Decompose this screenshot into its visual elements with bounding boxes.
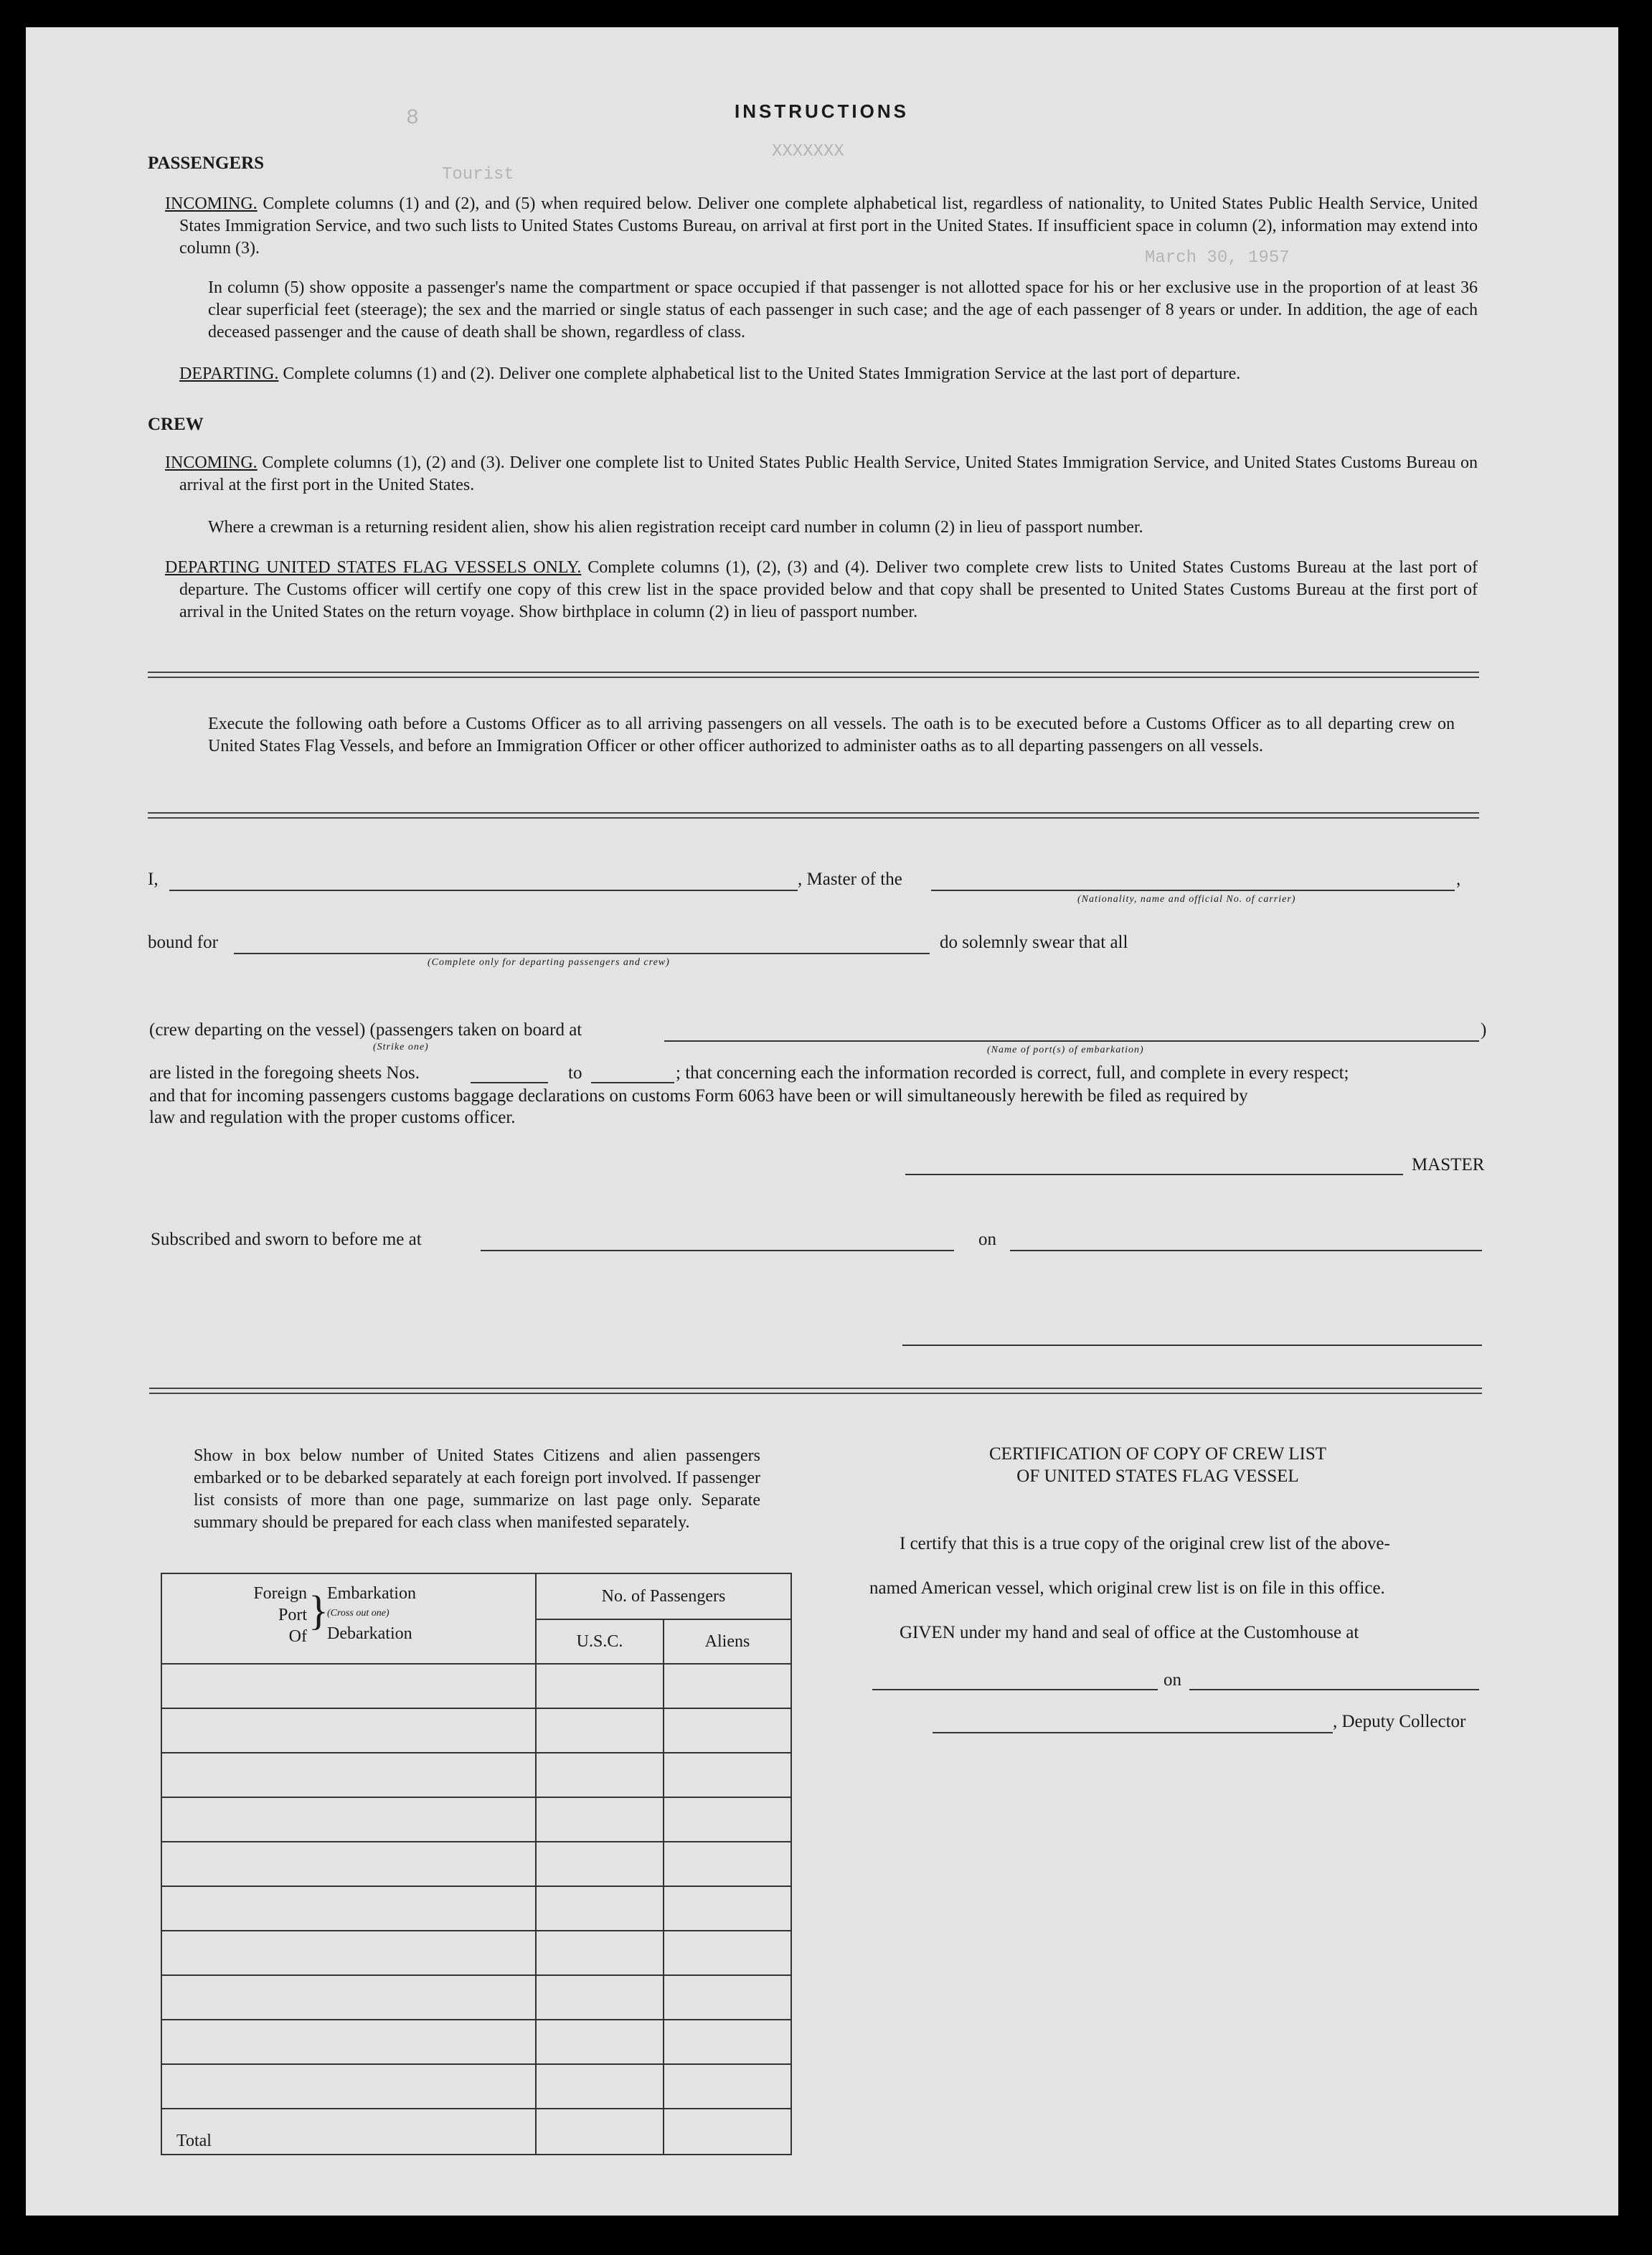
oath-listed-prefix: are listed in the foregoing sheets Nos.: [149, 1063, 420, 1083]
master-name-field[interactable]: [169, 890, 798, 891]
bleed-through-number: 8: [406, 106, 420, 131]
certify-line2: named American vessel, which original crew list is on file in this office.: [869, 1578, 1385, 1598]
oath-master-of-label: , Master of the: [798, 870, 902, 889]
section-divider: [148, 812, 1479, 819]
oath-listed-line2: and that for incoming passengers customs baggage declarations on customs Form 6063 have been or will simultaneously herewith be filed as required by: [149, 1086, 1248, 1106]
aliens-cell[interactable]: [664, 1753, 791, 1797]
total-label: Total: [161, 2109, 536, 2155]
port-cell[interactable]: [161, 2064, 536, 2109]
page-title: INSTRUCTIONS: [735, 100, 909, 122]
passengers-incoming-label: INCOMING.: [165, 194, 258, 213]
oath-crew-departing-label: (crew departing on the vessel) (passengers taken on board at: [149, 1020, 582, 1040]
certification-date-field[interactable]: [1189, 1689, 1479, 1690]
usc-cell[interactable]: [536, 1842, 664, 1886]
aliens-total-cell[interactable]: [664, 2109, 791, 2155]
crew-crewman-paragraph: Where a crewman is a returning resident alien, show his alien registration receipt card number in column (2) in lieu of passport number.: [208, 518, 1143, 537]
oath-close-paren: ): [1481, 1020, 1487, 1040]
oath-i-label: I,: [148, 870, 159, 889]
cross-out-note: (Cross out one): [327, 1608, 390, 1619]
passengers-heading: PASSENGERS: [148, 154, 265, 173]
usc-cell[interactable]: [536, 1886, 664, 1931]
embarkation-label: Embarkation: [327, 1584, 416, 1603]
crew-departing-label: DEPARTING UNITED STATES FLAG VESSELS ONLY.: [165, 558, 582, 577]
port-header-cell: [161, 1573, 536, 1664]
port-cell[interactable]: [161, 1708, 536, 1753]
crew-incoming-paragraph: [165, 452, 1478, 496]
bleed-through-date: March 30, 1957: [1145, 248, 1290, 268]
passenger-summary-table: [161, 1573, 792, 2155]
aliens-cell[interactable]: [664, 1975, 791, 2020]
passengers-incoming-paragraph: [165, 193, 1478, 260]
carrier-field[interactable]: [931, 890, 1455, 891]
oath-listed-rest: ; that concerning each the information recorded is correct, full, and complete in every respect;: [676, 1063, 1349, 1083]
oath-listed-line3: law and regulation with the proper customs officer.: [149, 1108, 516, 1127]
aliens-header: Aliens: [664, 1619, 791, 1664]
aliens-cell[interactable]: [664, 1886, 791, 1931]
crew-departing-paragraph: [165, 557, 1478, 623]
oath-bound-for-label: bound for: [148, 933, 218, 952]
destination-field[interactable]: [234, 953, 930, 954]
usc-cell[interactable]: [536, 1975, 664, 2020]
passengers-departing-text: Complete columns (1) and (2). Deliver one complete alphabetical list to the United States Immigration Service at the last port of departure.: [283, 364, 1241, 383]
of-label: Of: [288, 1627, 307, 1646]
oath-to-label: to: [568, 1063, 582, 1083]
officer-signature-field[interactable]: [902, 1345, 1482, 1346]
port-cell[interactable]: [161, 1664, 536, 1708]
complete-only-note: (Complete only for departing passengers and crew): [428, 957, 670, 968]
nationality-note: (Nationality, name and official No. of carrier): [1077, 894, 1296, 905]
usc-cell[interactable]: [536, 1797, 664, 1842]
embarkation-ports-field[interactable]: [664, 1040, 1479, 1042]
certify-line1: I certify that this is a true copy of the original crew list of the above-: [900, 1534, 1390, 1553]
passengers-column5-paragraph: In column (5) show opposite a passenger's name the compartment or space occupied if that passenger is not allotted space for his or her exclusive use in the proportion of at least 36 clear superficial feet (steerage); the sex and the married or single status of each passenger in such case; and the age of each passenger of 8 years or under. In addition, the age of each deceased passenger and the cause of death shall be shown, regardless of class.: [208, 278, 1478, 342]
port-cell[interactable]: [161, 1797, 536, 1842]
port-cell[interactable]: [161, 1753, 536, 1797]
port-cell[interactable]: [161, 1886, 536, 1931]
usc-cell[interactable]: [536, 1753, 664, 1797]
passengers-incoming-text: Complete columns (1) and (2), and (5) when required below. Deliver one complete alphabetical list, regardless of nationality, to United States Public Health Service, United States Immigration Service, and two such lists to United States Customs Bureau, on arrival at first port in the United States. If insufficient space in column (2), information may extend into column (3).: [179, 194, 1478, 258]
master-signature-field[interactable]: [905, 1174, 1403, 1175]
brace-glyph: }: [308, 1587, 329, 1634]
sheet-to-field[interactable]: [591, 1082, 674, 1083]
certification-title-line1: CERTIFICATION OF COPY OF CREW LIST: [988, 1444, 1327, 1464]
aliens-cell[interactable]: [664, 2064, 791, 2109]
usc-total-cell[interactable]: [536, 2109, 664, 2155]
usc-cell[interactable]: [536, 2064, 664, 2109]
usc-header: U.S.C.: [536, 1619, 664, 1664]
aliens-cell[interactable]: [664, 1931, 791, 1975]
aliens-cell[interactable]: [664, 1797, 791, 1842]
foreign-label: Foreign: [253, 1584, 307, 1603]
port-cell[interactable]: [161, 1842, 536, 1886]
no-passengers-header: No. of Passengers: [536, 1573, 791, 1619]
crew-heading: CREW: [148, 415, 204, 434]
certification-title-line2: OF UNITED STATES FLAG VESSEL: [1016, 1467, 1299, 1486]
ports-note: (Name of port(s) of embarkation): [987, 1045, 1144, 1055]
aliens-cell[interactable]: [664, 1842, 791, 1886]
port-cell[interactable]: [161, 2020, 536, 2064]
subscribed-label: Subscribed and sworn to before me at: [151, 1230, 422, 1249]
sworn-on-label: on: [978, 1230, 996, 1249]
oath-instruction: Execute the following oath before a Customs Officer as to all arriving passengers on all vessels. The oath is to be executed before a Customs Officer as to all departing crew on United States Flag Vessels, and before an Immigration Officer or other officer authorized to administer oaths as to all departing passengers on all vessels.: [208, 715, 1455, 755]
sheet-from-field[interactable]: [471, 1082, 548, 1083]
passengers-departing-label: DEPARTING.: [179, 364, 279, 383]
bleed-through-tourist: Tourist: [442, 165, 514, 184]
sworn-place-field[interactable]: [481, 1250, 954, 1251]
oath-swear-label: do solemnly swear that all: [940, 933, 1128, 952]
usc-cell[interactable]: [536, 1931, 664, 1975]
bleed-through-xs: XXXXXXX: [772, 142, 844, 161]
aliens-cell[interactable]: [664, 1664, 791, 1708]
summary-instruction: Show in box below number of United States Citizens and alien passengers embarked or to be debarked separately at each foreign port involved. If passenger list consists of more than one page, summarize on last page only. Separate summary should be prepared for each class when manifested separately.: [194, 1446, 760, 1532]
passengers-departing-paragraph: [179, 363, 1478, 385]
port-cell[interactable]: [161, 1975, 536, 2020]
section-divider: [148, 672, 1479, 678]
crew-incoming-label: INCOMING.: [165, 453, 258, 472]
port-cell[interactable]: [161, 1931, 536, 1975]
debarkation-label: Debarkation: [327, 1624, 412, 1643]
oath-comma: ,: [1456, 870, 1461, 889]
port-label: Port: [278, 1606, 307, 1624]
strike-one-note: (Strike one): [373, 1042, 429, 1053]
given-line: GIVEN under my hand and seal of office at the Customhouse at: [900, 1623, 1359, 1642]
master-label: MASTER: [1412, 1155, 1485, 1174]
section-divider: [149, 1388, 1482, 1394]
sworn-date-field[interactable]: [1010, 1250, 1482, 1251]
customhouse-field[interactable]: [872, 1689, 1158, 1690]
usc-cell[interactable]: [536, 2020, 664, 2064]
form-page: [26, 27, 1618, 2216]
deputy-signature-field[interactable]: [933, 1732, 1333, 1733]
crew-departing-text: Complete columns (1), (2), (3) and (4). Deliver two complete crew lists to United States Customs Bureau at the last port of departure. The Customs officer will certify one copy of this crew list in the space provided below and that copy shall be presented to United States Customs Bureau at the first port of arrival in the United States on the return voyage. Show birthplace in column (2) in lieu of passport number.: [179, 558, 1478, 621]
deputy-collector-label: , Deputy Collector: [1333, 1712, 1466, 1731]
usc-cell[interactable]: [536, 1664, 664, 1708]
aliens-cell[interactable]: [664, 1708, 791, 1753]
aliens-cell[interactable]: [664, 2020, 791, 2064]
certification-on-label: on: [1164, 1670, 1181, 1690]
crew-incoming-text: Complete columns (1), (2) and (3). Deliver one complete list to United States Public Health Service, United States Immigration Service, and United States Customs Bureau on arrival at the first port in the United States.: [179, 453, 1478, 494]
usc-cell[interactable]: [536, 1708, 664, 1753]
